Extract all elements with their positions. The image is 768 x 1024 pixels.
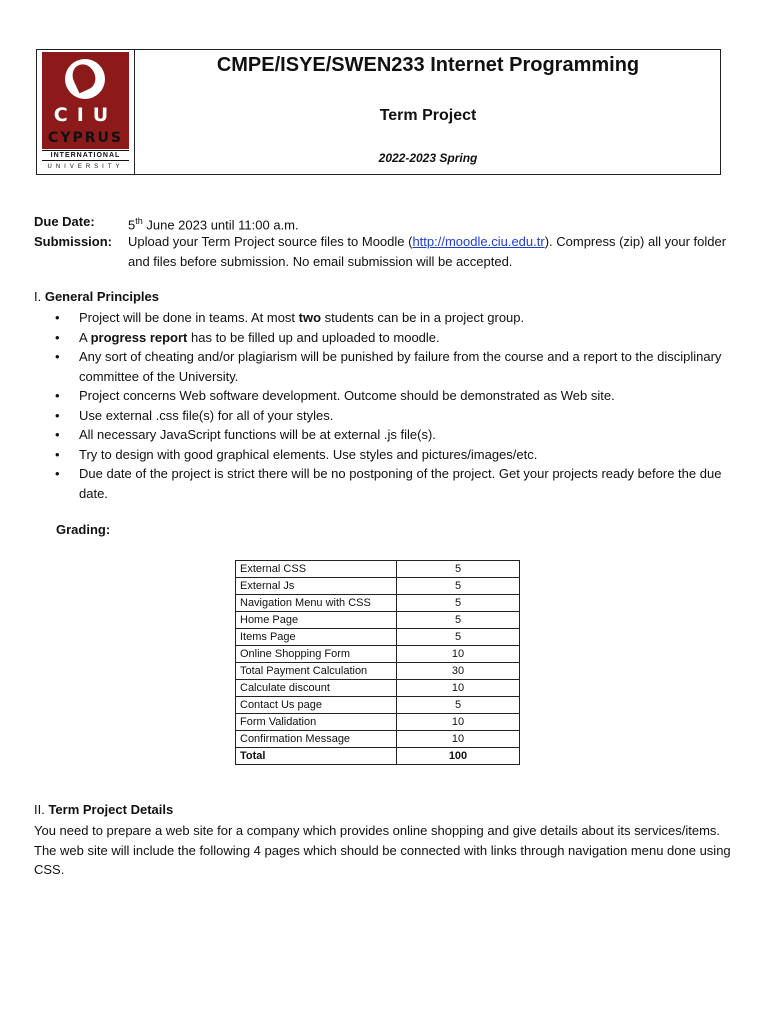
points-cell: 5	[397, 612, 520, 629]
grading-table-body	[236, 561, 520, 765]
section-general-principles-heading	[34, 289, 159, 304]
table-row	[236, 561, 520, 578]
total-points-cell: 100	[397, 748, 520, 765]
table-row	[236, 697, 520, 714]
semester: 2022-2023 Spring	[378, 151, 478, 165]
section1-title: General Principles	[44, 289, 160, 304]
university-logo	[37, 50, 135, 174]
section1-number: I.	[34, 289, 45, 304]
logo-cyprus-text: CYPRUS	[48, 130, 123, 146]
points-cell: 10	[397, 714, 520, 731]
criterion-cell: External Js	[236, 578, 397, 595]
criterion-cell: Calculate discount	[236, 680, 397, 697]
table-row	[236, 646, 520, 663]
principle-item: • Project concerns Web software development. Outcome should be demonstrated as Web site.	[34, 386, 724, 406]
principle-item: • A progress report has to be filled up and uploaded to moodle.	[34, 328, 724, 348]
points-cell: 10	[397, 646, 520, 663]
principle-item: • Due date of the project is strict there will be no postponing of the project. Get your projects ready before the due date.	[34, 464, 724, 503]
submission-text-before: Upload your Term Project source files to Moodle (	[128, 234, 413, 249]
section-term-project-details-heading	[34, 802, 173, 817]
table-row	[236, 578, 520, 595]
total-label-cell: Total	[236, 748, 397, 765]
principle-item: • Use external .css file(s) for all of your styles.	[34, 406, 724, 426]
due-day-suffix: th	[135, 216, 143, 226]
points-cell: 10	[397, 680, 520, 697]
due-date-row	[34, 212, 299, 233]
submission-label: Submission:	[34, 234, 113, 249]
term-project-details-text: You need to prepare a web site for a company which provides online shopping and give details about its services/items. The web site will include the following 4 pages which should be connected with links through navigation menu done using CSS.	[34, 823, 731, 877]
criterion-cell: Items Page	[236, 629, 397, 646]
section2-title: Term Project Details	[48, 802, 174, 817]
section2-number: II.	[34, 802, 49, 817]
logo-ciu-text: CIU	[53, 104, 118, 126]
header-box	[36, 49, 721, 175]
total-row	[236, 748, 520, 765]
criterion-cell: External CSS	[236, 561, 397, 578]
due-date-rest: June 2023 until 11:00 a.m.	[142, 217, 299, 233]
points-cell: 5	[397, 595, 520, 612]
criterion-cell: Home Page	[236, 612, 397, 629]
principle-item: • Project will be done in teams. At most two students can be in a project group.	[34, 308, 724, 328]
table-row	[236, 663, 520, 680]
principle-item: • Try to design with good graphical elements. Use styles and pictures/images/etc.	[34, 445, 724, 465]
grading-table	[235, 560, 520, 765]
points-cell: 5	[397, 697, 520, 714]
criterion-cell: Total Payment Calculation	[236, 663, 397, 680]
submission-row	[34, 232, 727, 272]
table-row	[236, 595, 520, 612]
principle-item: • Any sort of cheating and/or plagiarism will be punished by failure from the course and a report to the disciplinary committee of the University.	[34, 347, 724, 386]
table-row	[236, 680, 520, 697]
criterion-cell: Navigation Menu with CSS	[236, 595, 397, 612]
points-cell: 10	[397, 731, 520, 748]
grading-label: Grading:	[56, 522, 111, 537]
table-row	[236, 731, 520, 748]
submission-text-after: ). Compress (zip) all your folder and files before submission. No email submission will be accepted.	[128, 234, 727, 269]
logo-international-text: INTERNATIONAL	[42, 150, 129, 161]
principles-list	[34, 308, 724, 503]
due-date-label: Due Date:	[34, 214, 95, 229]
points-cell: 5	[397, 629, 520, 646]
table-row	[236, 629, 520, 646]
points-cell: 5	[397, 561, 520, 578]
table-row	[236, 612, 520, 629]
criterion-cell: Online Shopping Form	[236, 646, 397, 663]
points-cell: 30	[397, 663, 520, 680]
due-day: 5	[128, 217, 136, 233]
moodle-link[interactable]: http://moodle.ciu.edu.tr	[412, 234, 545, 249]
table-row	[236, 714, 520, 731]
course-title: CMPE/ISYE/SWEN233 Internet Programming	[216, 54, 640, 76]
criterion-cell: Confirmation Message	[236, 731, 397, 748]
document-title: Term Project	[379, 107, 477, 124]
logo-university-text: UNIVERSITY	[47, 164, 124, 170]
points-cell: 5	[397, 578, 520, 595]
submission-value	[128, 232, 728, 271]
principle-item: • All necessary JavaScript functions will be at external .js file(s).	[34, 425, 724, 445]
criterion-cell: Form Validation	[236, 714, 397, 731]
criterion-cell: Contact Us page	[236, 697, 397, 714]
